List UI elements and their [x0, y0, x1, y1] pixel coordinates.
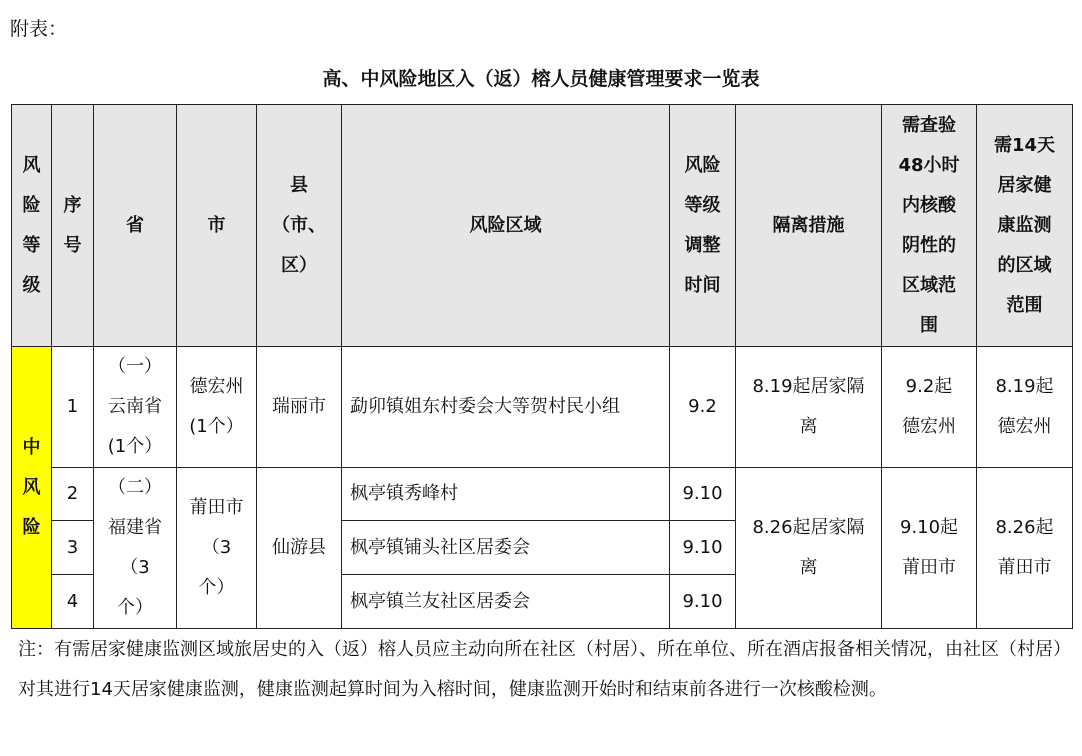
header-risk-level: 风 险 等 级 [12, 105, 52, 347]
adjust-time-cell: 9.10 [670, 468, 736, 521]
monitor-scope-cell: 8.19起 德宏州 [977, 347, 1073, 468]
area-cell: 枫亭镇兰友社区居委会 [342, 575, 670, 629]
header-isolation: 隔离措施 [736, 105, 882, 347]
seq-cell: 1 [52, 347, 94, 468]
risk-table [11, 104, 1073, 629]
nucleic-scope-cell: 9.10起 莆田市 [882, 468, 977, 629]
city-cell: 德宏州 (1个） [177, 347, 257, 468]
table-row [12, 468, 1073, 521]
area-cell: 枫亭镇铺头社区居委会 [342, 521, 670, 575]
city-cell: 莆田市 （3 个） [177, 468, 257, 629]
table-row [12, 347, 1073, 468]
header-seq: 序 号 [52, 105, 94, 347]
isolation-cell: 8.19起居家隔 离 [736, 347, 882, 468]
risk-level-cell: 中 风 险 [12, 347, 52, 629]
header-area: 风险区域 [342, 105, 670, 347]
province-cell: （二） 福建省 （3 个） [94, 468, 177, 629]
adjust-time-cell: 9.10 [670, 575, 736, 629]
seq-cell: 2 [52, 468, 94, 521]
adjust-time-cell: 9.2 [670, 347, 736, 468]
area-cell: 枫亭镇秀峰村 [342, 468, 670, 521]
page-title: 高、中风险地区入（返）榕人员健康管理要求一览表 [322, 68, 760, 90]
header-county: 县 （市、 区） [257, 105, 342, 347]
monitor-scope-cell: 8.26起 莆田市 [977, 468, 1073, 629]
appendix-label: 附表： [10, 18, 68, 40]
header-city: 市 [177, 105, 257, 347]
county-cell: 瑞丽市 [257, 347, 342, 468]
nucleic-scope-cell: 9.2起 德宏州 [882, 347, 977, 468]
seq-cell: 3 [52, 521, 94, 575]
header-adjust-time: 风险 等级 调整 时间 [670, 105, 736, 347]
adjust-time-cell: 9.10 [670, 521, 736, 575]
isolation-cell: 8.26起居家隔 离 [736, 468, 882, 629]
header-monitor-scope: 需14天 居家健 康监测 的区域 范围 [977, 105, 1073, 347]
area-cell: 勐卯镇姐东村委会大等贺村民小组 [342, 347, 670, 468]
footnote: 注：有需居家健康监测区域旅居史的入（返）榕人员应主动向所在社区（村居）、所在单位、所在酒店报备相关情况，由社区（村居）对其进行14天居家健康监测，健康监测起算时间为入榕时间，健康监测开始时和结束前各进行一次核酸检测。 [18, 639, 1062, 700]
county-cell: 仙游县 [257, 468, 342, 629]
province-cell: （一） 云南省 (1个） [94, 347, 177, 468]
seq-cell: 4 [52, 575, 94, 629]
header-province: 省 [94, 105, 177, 347]
header-nucleic-scope: 需查验 48小时 内核酸 阴性的 区域范 围 [882, 105, 977, 347]
table-header-row [12, 105, 1073, 347]
